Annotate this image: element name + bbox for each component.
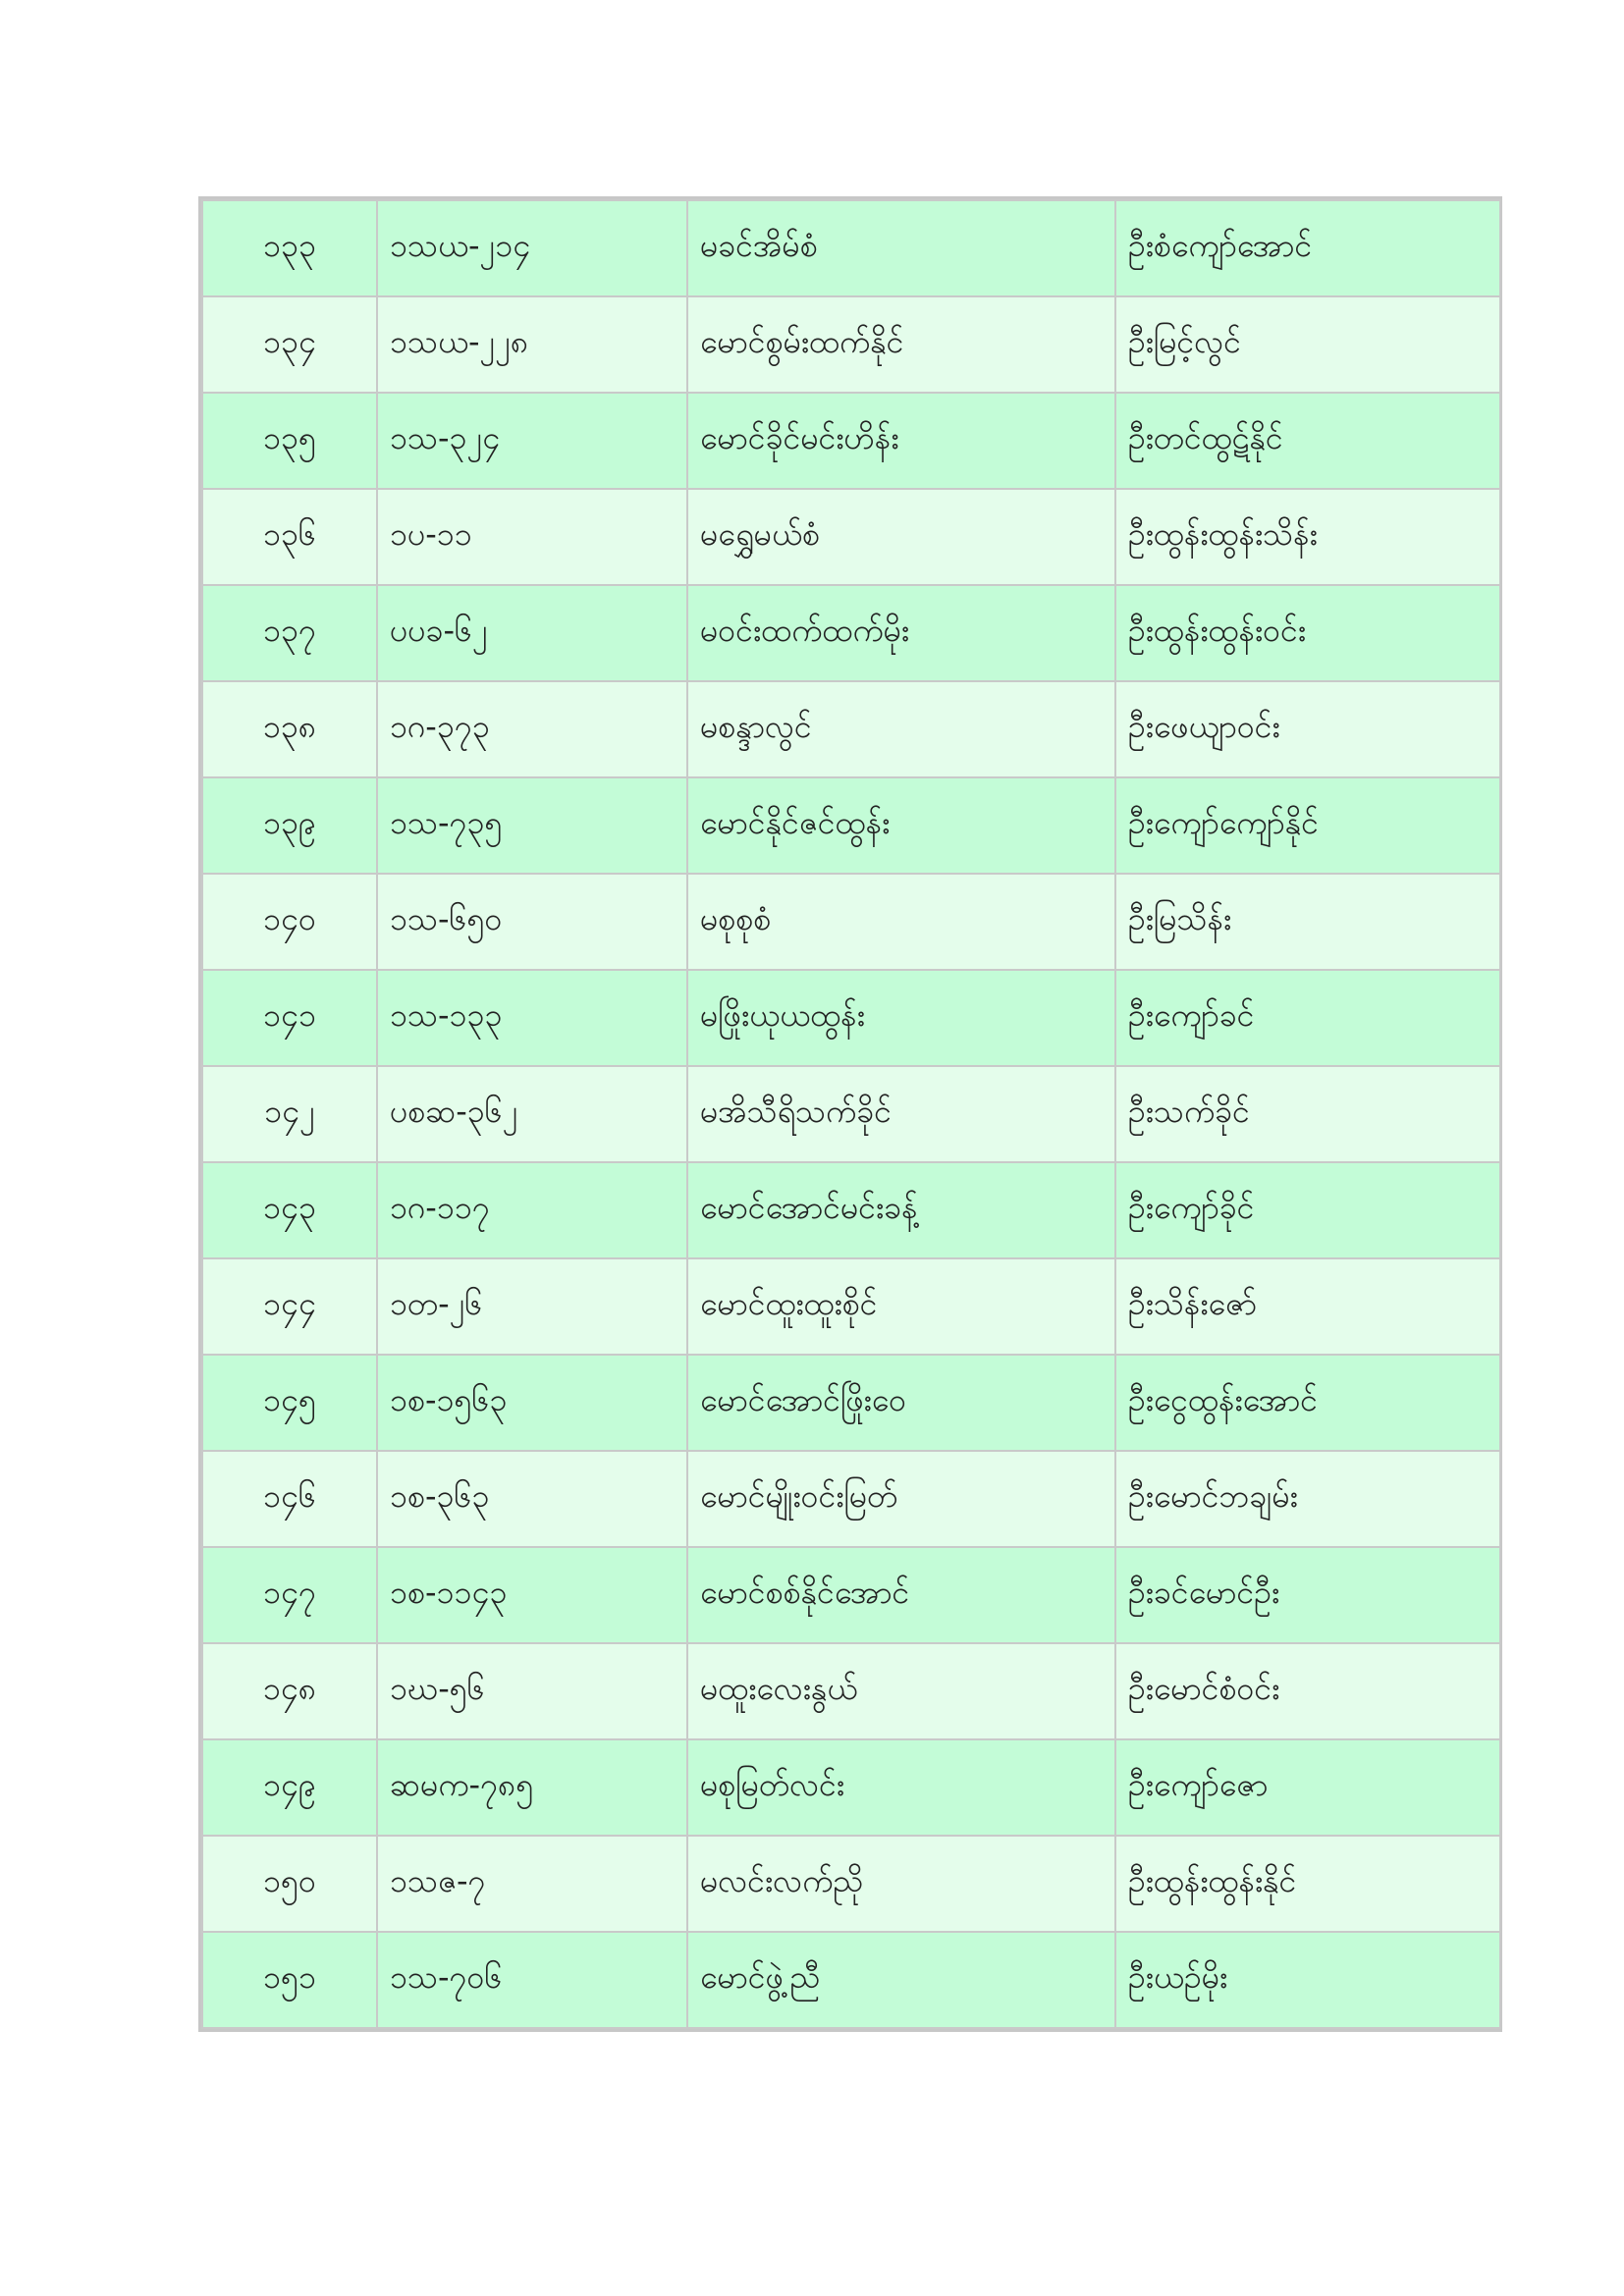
parent-name: ဦးကျော်ကျော်နိုင် <box>1115 777 1500 874</box>
registration-id: ၁သယ-၂၁၄ <box>377 200 687 296</box>
table-row <box>202 200 1500 296</box>
parent-name: ဦးသက်ခိုင် <box>1115 1066 1500 1162</box>
row-number: ၁၃၅ <box>202 393 377 489</box>
registration-id: ပစဆ-၃၆၂ <box>377 1066 687 1162</box>
parent-name: ဦးငွေထွန်းအောင် <box>1115 1355 1500 1451</box>
registration-id: ၁သ-၃၂၄ <box>377 393 687 489</box>
table-row <box>202 393 1500 489</box>
parent-name: ဦးမောင်စံဝင်း <box>1115 1643 1500 1739</box>
student-name: မစန္ဒာလွင် <box>687 681 1115 777</box>
row-number: ၁၅၁ <box>202 1932 377 2028</box>
parent-name: ဦးခင်မောင်ဦး <box>1115 1547 1500 1643</box>
student-name: မလင်းလက်ညို <box>687 1836 1115 1932</box>
table-row <box>202 1643 1500 1739</box>
parent-name: ဦးတင်ထွဋ်နိုင် <box>1115 393 1500 489</box>
table-row <box>202 1355 1500 1451</box>
table-row <box>202 1739 1500 1836</box>
table-row <box>202 585 1500 681</box>
registration-id: ၁စ-၁၅၆၃ <box>377 1355 687 1451</box>
parent-name: ဦးမောင်ဘချမ်း <box>1115 1451 1500 1547</box>
row-number: ၁၄၅ <box>202 1355 377 1451</box>
table-row <box>202 1932 1500 2028</box>
row-number: ၁၄၂ <box>202 1066 377 1162</box>
row-number: ၁၄၀ <box>202 874 377 970</box>
parent-name: ဦးထွန်းထွန်းသိန်း <box>1115 489 1500 585</box>
registration-id: ၁သ-၇၀၆ <box>377 1932 687 2028</box>
parent-name: ဦးထွန်းထွန်းနိုင် <box>1115 1836 1500 1932</box>
student-name: မထူးလေးနွယ် <box>687 1643 1115 1739</box>
row-number: ၁၃၉ <box>202 777 377 874</box>
parent-name: ဦးဖေယျာဝင်း <box>1115 681 1500 777</box>
row-number: ၁၄၄ <box>202 1258 377 1355</box>
table-row <box>202 874 1500 970</box>
student-list-table <box>201 199 1501 2029</box>
row-number: ၁၄၆ <box>202 1451 377 1547</box>
table-row <box>202 489 1500 585</box>
student-name: မောင်အောင်ဖြိုးဝေ <box>687 1355 1115 1451</box>
table-row <box>202 777 1500 874</box>
student-name: မောင်စွမ်းထက်နိုင် <box>687 296 1115 393</box>
registration-id: ၁သ-၁၃၃ <box>377 970 687 1066</box>
table-row <box>202 1066 1500 1162</box>
registration-id: ၁ဂ-၁၁၇ <box>377 1162 687 1258</box>
parent-name: ဦးကျော်ဇော <box>1115 1739 1500 1836</box>
parent-name: ဦးကျော်ခင် <box>1115 970 1500 1066</box>
registration-id: ပပခ-၆၂ <box>377 585 687 681</box>
student-name: မဖြိုးယုယထွန်း <box>687 970 1115 1066</box>
student-name: မောင်ခိုင်မင်းဟိန်း <box>687 393 1115 489</box>
student-name: မခင်အိမ်စံ <box>687 200 1115 296</box>
parent-name: ဦးသိန်းဇော် <box>1115 1258 1500 1355</box>
row-number: ၁၄၉ <box>202 1739 377 1836</box>
row-number: ၁၄၁ <box>202 970 377 1066</box>
student-name: မောင်စစ်နိုင်အောင် <box>687 1547 1115 1643</box>
parent-name: ဦးမြင့်လွင် <box>1115 296 1500 393</box>
student-table <box>198 196 1502 2032</box>
table-row <box>202 970 1500 1066</box>
student-name: မောင်မျိုးဝင်းမြတ် <box>687 1451 1115 1547</box>
parent-name: ဦးကျော်ခိုင် <box>1115 1162 1500 1258</box>
parent-name: ဦးစံကျော်အောင် <box>1115 200 1500 296</box>
table-row <box>202 1547 1500 1643</box>
registration-id: ၁သယ-၂၂၈ <box>377 296 687 393</box>
registration-id: ၁ပ-၁၁ <box>377 489 687 585</box>
student-name: မအိသီရိသက်ခိုင် <box>687 1066 1115 1162</box>
registration-id: ၁သဇ-၇ <box>377 1836 687 1932</box>
row-number: ၁၃၆ <box>202 489 377 585</box>
parent-name: ဦးယဉ်မိုး <box>1115 1932 1500 2028</box>
parent-name: ဦးမြသိန်း <box>1115 874 1500 970</box>
row-number: ၁၃၇ <box>202 585 377 681</box>
registration-id: ၁တ-၂၆ <box>377 1258 687 1355</box>
row-number: ၁၃၈ <box>202 681 377 777</box>
student-name: မောင်ဖွဲ့ညီ <box>687 1932 1115 2028</box>
row-number: ၁၄၇ <box>202 1547 377 1643</box>
row-number: ၁၅၀ <box>202 1836 377 1932</box>
registration-id: ၁စ-၃၆၃ <box>377 1451 687 1547</box>
table-row <box>202 681 1500 777</box>
registration-id: ၁စ-၁၁၄၃ <box>377 1547 687 1643</box>
row-number: ၁၃၄ <box>202 296 377 393</box>
table-row <box>202 1258 1500 1355</box>
student-name: မရွှေမယ်စံ <box>687 489 1115 585</box>
student-name: မောင်ထူးထူးစိုင် <box>687 1258 1115 1355</box>
student-name: မဝင်းထက်ထက်မိုး <box>687 585 1115 681</box>
table-row <box>202 296 1500 393</box>
student-name: မစုမြတ်လင်း <box>687 1739 1115 1836</box>
student-name: မစုစုစံ <box>687 874 1115 970</box>
table-row <box>202 1162 1500 1258</box>
registration-id: ၁ဂ-၃၇၃ <box>377 681 687 777</box>
student-name: မောင်အောင်မင်းခန့် <box>687 1162 1115 1258</box>
registration-id: ၁သ-၆၅၀ <box>377 874 687 970</box>
student-name: မောင်နိုင်ဇင်ထွန်း <box>687 777 1115 874</box>
registration-id: ၁သ-၇၃၅ <box>377 777 687 874</box>
table-row <box>202 1451 1500 1547</box>
row-number: ၁၃၃ <box>202 200 377 296</box>
row-number: ၁၄၈ <box>202 1643 377 1739</box>
parent-name: ဦးထွန်းထွန်းဝင်း <box>1115 585 1500 681</box>
registration-id: ၁ဃ-၅၆ <box>377 1643 687 1739</box>
row-number: ၁၄၃ <box>202 1162 377 1258</box>
table-row <box>202 1836 1500 1932</box>
registration-id: ဆမက-၇၈၅ <box>377 1739 687 1836</box>
